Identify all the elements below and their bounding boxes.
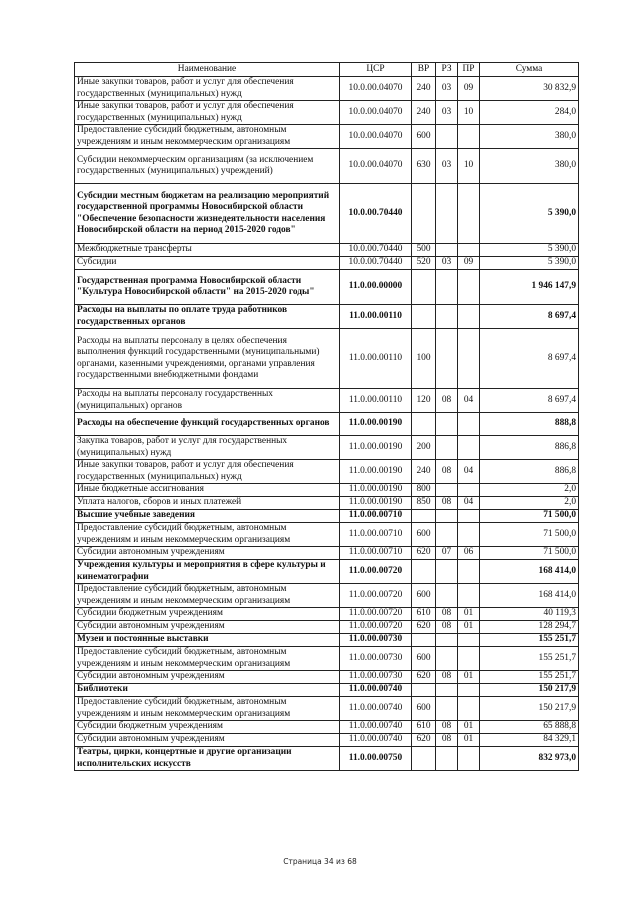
row-pr-cell: 01 bbox=[458, 671, 480, 684]
row-pr-cell: 04 bbox=[458, 389, 480, 413]
row-vr-cell: 240 bbox=[412, 460, 436, 484]
row-sum-cell: 2,0 bbox=[480, 484, 579, 497]
table-row bbox=[75, 510, 579, 523]
row-rz-cell bbox=[436, 436, 458, 460]
table-row bbox=[75, 460, 579, 484]
row-rz-cell: 08 bbox=[436, 734, 458, 747]
row-sum-cell: 8 697,4 bbox=[480, 329, 579, 389]
row-vr-cell bbox=[412, 747, 436, 771]
column-header-rz: РЗ bbox=[436, 63, 458, 77]
row-rz-cell: 08 bbox=[436, 497, 458, 510]
row-vr-cell: 500 bbox=[412, 244, 436, 257]
row-sum-cell: 84 329,1 bbox=[480, 734, 579, 747]
row-vr-cell: 630 bbox=[412, 149, 436, 184]
row-rz-cell bbox=[436, 244, 458, 257]
row-vr-cell: 620 bbox=[412, 671, 436, 684]
row-rz-cell bbox=[436, 270, 458, 305]
row-csr-cell: 11.0.00.00740 bbox=[340, 721, 412, 734]
table-row bbox=[75, 747, 579, 771]
row-pr-cell: 01 bbox=[458, 608, 480, 621]
row-pr-cell bbox=[458, 634, 480, 647]
row-csr-cell: 11.0.00.00730 bbox=[340, 634, 412, 647]
row-vr-cell bbox=[412, 510, 436, 523]
row-name-cell: Расходы на выплаты персоналу государственных (муниципальных) органов bbox=[75, 389, 340, 413]
row-sum-cell: 128 294,7 bbox=[480, 621, 579, 634]
row-sum-cell: 1 946 147,9 bbox=[480, 270, 579, 305]
row-pr-cell bbox=[458, 523, 480, 547]
row-vr-cell: 200 bbox=[412, 436, 436, 460]
row-vr-cell bbox=[412, 270, 436, 305]
row-sum-cell: 168 414,0 bbox=[480, 560, 579, 584]
row-name-cell: Субсидии бюджетным учреждениям bbox=[75, 721, 340, 734]
table-row bbox=[75, 125, 579, 149]
column-header-vr: ВР bbox=[412, 63, 436, 77]
row-sum-cell: 155 251,7 bbox=[480, 671, 579, 684]
row-name-cell: Предоставление субсидий бюджетным, автономным учреждениям и иным некоммерческим организациям bbox=[75, 697, 340, 721]
row-vr-cell: 240 bbox=[412, 77, 436, 101]
table-row bbox=[75, 244, 579, 257]
row-pr-cell: 04 bbox=[458, 460, 480, 484]
row-csr-cell: 11.0.00.00190 bbox=[340, 413, 412, 436]
row-rz-cell bbox=[436, 647, 458, 671]
table-row bbox=[75, 484, 579, 497]
table-row bbox=[75, 734, 579, 747]
row-vr-cell: 620 bbox=[412, 547, 436, 560]
row-rz-cell: 03 bbox=[436, 77, 458, 101]
table-row bbox=[75, 184, 579, 244]
row-sum-cell: 71 500,0 bbox=[480, 547, 579, 560]
row-pr-cell: 01 bbox=[458, 734, 480, 747]
row-sum-cell: 284,0 bbox=[480, 101, 579, 125]
row-vr-cell: 600 bbox=[412, 584, 436, 608]
row-name-cell: Иные закупки товаров, работ и услуг для обеспечения государственных (муниципальных) нужд bbox=[75, 460, 340, 484]
table-row bbox=[75, 721, 579, 734]
row-vr-cell bbox=[412, 413, 436, 436]
row-rz-cell bbox=[436, 305, 458, 329]
table-row bbox=[75, 684, 579, 697]
row-rz-cell: 08 bbox=[436, 621, 458, 634]
row-name-cell: Субсидии некоммерческим организациям (за исключением государственных (муниципальных) учреждений) bbox=[75, 149, 340, 184]
row-sum-cell: 5 390,0 bbox=[480, 257, 579, 270]
row-csr-cell: 11.0.00.00190 bbox=[340, 497, 412, 510]
table-row bbox=[75, 584, 579, 608]
row-csr-cell: 11.0.00.00740 bbox=[340, 684, 412, 697]
row-vr-cell: 610 bbox=[412, 721, 436, 734]
row-csr-cell: 11.0.00.00720 bbox=[340, 621, 412, 634]
budget-table bbox=[74, 62, 579, 771]
row-rz-cell bbox=[436, 684, 458, 697]
column-header-csr: ЦСР bbox=[340, 63, 412, 77]
row-sum-cell: 886,8 bbox=[480, 436, 579, 460]
row-rz-cell bbox=[436, 484, 458, 497]
row-pr-cell bbox=[458, 244, 480, 257]
table-row bbox=[75, 547, 579, 560]
table-row bbox=[75, 608, 579, 621]
row-csr-cell: 11.0.00.00730 bbox=[340, 647, 412, 671]
row-pr-cell bbox=[458, 747, 480, 771]
row-rz-cell: 08 bbox=[436, 721, 458, 734]
row-name-cell: Расходы на обеспечение функций государственных органов bbox=[75, 413, 340, 436]
row-pr-cell: 01 bbox=[458, 621, 480, 634]
row-pr-cell bbox=[458, 184, 480, 244]
row-pr-cell bbox=[458, 305, 480, 329]
row-csr-cell: 11.0.00.00740 bbox=[340, 734, 412, 747]
row-vr-cell bbox=[412, 305, 436, 329]
row-pr-cell bbox=[458, 560, 480, 584]
row-vr-cell: 600 bbox=[412, 523, 436, 547]
table-row bbox=[75, 305, 579, 329]
row-name-cell: Субсидии автономным учреждениям bbox=[75, 547, 340, 560]
row-sum-cell: 832 973,0 bbox=[480, 747, 579, 771]
row-rz-cell bbox=[436, 747, 458, 771]
row-name-cell: Субсидии местным бюджетам на реализацию мероприятий государственной программы Новосибирской области "Обеспечение безопасности жизнедеятельности населения Новосибирской области на период 2015-2020 годов" bbox=[75, 184, 340, 244]
row-csr-cell: 11.0.00.00000 bbox=[340, 270, 412, 305]
row-sum-cell: 65 888,8 bbox=[480, 721, 579, 734]
row-rz-cell: 07 bbox=[436, 547, 458, 560]
row-vr-cell: 850 bbox=[412, 497, 436, 510]
row-name-cell: Закупка товаров, работ и услуг для государственных (муниципальных) нужд bbox=[75, 436, 340, 460]
row-name-cell: Учреждения культуры и мероприятия в сфере культуры и кинематографии bbox=[75, 560, 340, 584]
row-sum-cell: 30 832,9 bbox=[480, 77, 579, 101]
row-name-cell: Высшие учебные заведения bbox=[75, 510, 340, 523]
row-name-cell: Субсидии бюджетным учреждениям bbox=[75, 608, 340, 621]
table-row bbox=[75, 647, 579, 671]
row-csr-cell: 10.0.00.70440 bbox=[340, 244, 412, 257]
table-body bbox=[75, 77, 579, 771]
row-pr-cell bbox=[458, 125, 480, 149]
column-header-name: Наименование bbox=[75, 63, 340, 77]
row-vr-cell: 240 bbox=[412, 101, 436, 125]
row-pr-cell bbox=[458, 510, 480, 523]
row-csr-cell: 10.0.00.70440 bbox=[340, 257, 412, 270]
row-csr-cell: 11.0.00.00730 bbox=[340, 671, 412, 684]
row-csr-cell: 10.0.00.04070 bbox=[340, 149, 412, 184]
row-vr-cell bbox=[412, 634, 436, 647]
row-name-cell: Субсидии автономным учреждениям bbox=[75, 734, 340, 747]
row-csr-cell: 11.0.00.00720 bbox=[340, 608, 412, 621]
row-name-cell: Государственная программа Новосибирской области "Культура Новосибирской области" на 2015-2020 годы" bbox=[75, 270, 340, 305]
row-rz-cell bbox=[436, 697, 458, 721]
row-rz-cell bbox=[436, 510, 458, 523]
row-pr-cell: 01 bbox=[458, 721, 480, 734]
table-row bbox=[75, 497, 579, 510]
row-sum-cell: 71 500,0 bbox=[480, 510, 579, 523]
row-csr-cell: 11.0.00.00720 bbox=[340, 584, 412, 608]
row-rz-cell: 08 bbox=[436, 608, 458, 621]
row-rz-cell: 03 bbox=[436, 257, 458, 270]
table-header-row bbox=[75, 63, 579, 77]
table-row bbox=[75, 329, 579, 389]
row-csr-cell: 11.0.00.00710 bbox=[340, 547, 412, 560]
row-rz-cell bbox=[436, 584, 458, 608]
document-page bbox=[74, 62, 578, 771]
table-row bbox=[75, 101, 579, 125]
row-sum-cell: 5 390,0 bbox=[480, 244, 579, 257]
row-sum-cell: 8 697,4 bbox=[480, 305, 579, 329]
row-csr-cell: 11.0.00.00710 bbox=[340, 523, 412, 547]
row-pr-cell bbox=[458, 413, 480, 436]
row-pr-cell bbox=[458, 270, 480, 305]
row-rz-cell bbox=[436, 125, 458, 149]
row-csr-cell: 11.0.00.00110 bbox=[340, 389, 412, 413]
row-name-cell: Предоставление субсидий бюджетным, автономным учреждениям и иным некоммерческим организациям bbox=[75, 584, 340, 608]
row-pr-cell bbox=[458, 436, 480, 460]
row-sum-cell: 150 217,9 bbox=[480, 684, 579, 697]
row-rz-cell bbox=[436, 329, 458, 389]
row-rz-cell: 08 bbox=[436, 671, 458, 684]
row-name-cell: Предоставление субсидий бюджетным, автономным учреждениям и иным некоммерческим организациям bbox=[75, 647, 340, 671]
column-header-pr: ПР bbox=[458, 63, 480, 77]
row-vr-cell: 620 bbox=[412, 621, 436, 634]
row-name-cell: Предоставление субсидий бюджетным, автономным учреждениям и иным некоммерческим организациям bbox=[75, 125, 340, 149]
column-header-sum: Сумма bbox=[480, 63, 579, 77]
row-sum-cell: 155 251,7 bbox=[480, 647, 579, 671]
row-sum-cell: 71 500,0 bbox=[480, 523, 579, 547]
table-row bbox=[75, 621, 579, 634]
row-name-cell: Театры, цирки, концертные и другие организации исполнительских искусств bbox=[75, 747, 340, 771]
row-pr-cell: 10 bbox=[458, 149, 480, 184]
row-sum-cell: 380,0 bbox=[480, 125, 579, 149]
row-csr-cell: 11.0.00.00750 bbox=[340, 747, 412, 771]
row-csr-cell: 10.0.00.04070 bbox=[340, 101, 412, 125]
row-name-cell: Иные закупки товаров, работ и услуг для обеспечения государственных (муниципальных) нужд bbox=[75, 77, 340, 101]
row-name-cell: Предоставление субсидий бюджетным, автономным учреждениям и иным некоммерческим организациям bbox=[75, 523, 340, 547]
table-row bbox=[75, 634, 579, 647]
row-csr-cell: 11.0.00.00720 bbox=[340, 560, 412, 584]
row-sum-cell: 886,8 bbox=[480, 460, 579, 484]
row-name-cell: Расходы на выплаты по оплате труда работников государственных органов bbox=[75, 305, 340, 329]
row-rz-cell bbox=[436, 413, 458, 436]
row-sum-cell: 888,8 bbox=[480, 413, 579, 436]
row-vr-cell bbox=[412, 560, 436, 584]
row-vr-cell: 610 bbox=[412, 608, 436, 621]
table-row bbox=[75, 77, 579, 101]
row-vr-cell: 600 bbox=[412, 647, 436, 671]
row-sum-cell: 150 217,9 bbox=[480, 697, 579, 721]
row-rz-cell bbox=[436, 634, 458, 647]
row-vr-cell bbox=[412, 684, 436, 697]
row-pr-cell: 06 bbox=[458, 547, 480, 560]
row-pr-cell: 10 bbox=[458, 101, 480, 125]
table-row bbox=[75, 560, 579, 584]
row-sum-cell: 155 251,7 bbox=[480, 634, 579, 647]
row-name-cell: Музеи и постоянные выставки bbox=[75, 634, 340, 647]
row-csr-cell: 10.0.00.04070 bbox=[340, 125, 412, 149]
page-number: Страница 34 из 68 bbox=[283, 857, 357, 866]
row-csr-cell: 10.0.00.70440 bbox=[340, 184, 412, 244]
table-row bbox=[75, 257, 579, 270]
row-vr-cell: 600 bbox=[412, 125, 436, 149]
row-rz-cell: 08 bbox=[436, 389, 458, 413]
row-pr-cell bbox=[458, 329, 480, 389]
row-sum-cell: 168 414,0 bbox=[480, 584, 579, 608]
row-csr-cell: 11.0.00.00710 bbox=[340, 510, 412, 523]
row-csr-cell: 11.0.00.00110 bbox=[340, 329, 412, 389]
row-csr-cell: 11.0.00.00190 bbox=[340, 484, 412, 497]
row-pr-cell bbox=[458, 697, 480, 721]
row-vr-cell: 620 bbox=[412, 734, 436, 747]
row-rz-cell bbox=[436, 523, 458, 547]
row-pr-cell: 09 bbox=[458, 257, 480, 270]
row-vr-cell: 600 bbox=[412, 697, 436, 721]
table-row bbox=[75, 389, 579, 413]
table-row bbox=[75, 436, 579, 460]
row-sum-cell: 5 390,0 bbox=[480, 184, 579, 244]
row-csr-cell: 11.0.00.00110 bbox=[340, 305, 412, 329]
row-vr-cell: 520 bbox=[412, 257, 436, 270]
row-vr-cell: 800 bbox=[412, 484, 436, 497]
row-name-cell: Иные бюджетные ассигнования bbox=[75, 484, 340, 497]
row-name-cell: Уплата налогов, сборов и иных платежей bbox=[75, 497, 340, 510]
row-csr-cell: 11.0.00.00190 bbox=[340, 460, 412, 484]
row-pr-cell: 04 bbox=[458, 497, 480, 510]
row-vr-cell: 100 bbox=[412, 329, 436, 389]
row-pr-cell bbox=[458, 584, 480, 608]
table-row bbox=[75, 671, 579, 684]
row-pr-cell bbox=[458, 484, 480, 497]
row-rz-cell bbox=[436, 184, 458, 244]
row-name-cell: Субсидии bbox=[75, 257, 340, 270]
row-sum-cell: 8 697,4 bbox=[480, 389, 579, 413]
row-rz-cell: 03 bbox=[436, 101, 458, 125]
row-sum-cell: 380,0 bbox=[480, 149, 579, 184]
row-name-cell: Субсидии автономным учреждениям bbox=[75, 621, 340, 634]
table-row bbox=[75, 270, 579, 305]
row-name-cell: Библиотеки bbox=[75, 684, 340, 697]
row-name-cell: Расходы на выплаты персоналу в целях обеспечения выполнения функций государственными (муниципальными) органами, казенными учреждениями, органами управления государственными внебюджетными фондами bbox=[75, 329, 340, 389]
row-csr-cell: 11.0.00.00190 bbox=[340, 436, 412, 460]
row-vr-cell bbox=[412, 184, 436, 244]
row-vr-cell: 120 bbox=[412, 389, 436, 413]
row-name-cell: Субсидии автономным учреждениям bbox=[75, 671, 340, 684]
table-row bbox=[75, 413, 579, 436]
row-rz-cell: 08 bbox=[436, 460, 458, 484]
row-pr-cell bbox=[458, 647, 480, 671]
row-sum-cell: 2,0 bbox=[480, 497, 579, 510]
row-rz-cell bbox=[436, 560, 458, 584]
row-pr-cell: 09 bbox=[458, 77, 480, 101]
table-row bbox=[75, 149, 579, 184]
row-rz-cell: 03 bbox=[436, 149, 458, 184]
row-csr-cell: 10.0.00.04070 bbox=[340, 77, 412, 101]
row-csr-cell: 11.0.00.00740 bbox=[340, 697, 412, 721]
row-sum-cell: 40 119,3 bbox=[480, 608, 579, 621]
row-name-cell: Иные закупки товаров, работ и услуг для обеспечения государственных (муниципальных) нужд bbox=[75, 101, 340, 125]
row-name-cell: Межбюджетные трансферты bbox=[75, 244, 340, 257]
table-row bbox=[75, 697, 579, 721]
row-pr-cell bbox=[458, 684, 480, 697]
table-row bbox=[75, 523, 579, 547]
